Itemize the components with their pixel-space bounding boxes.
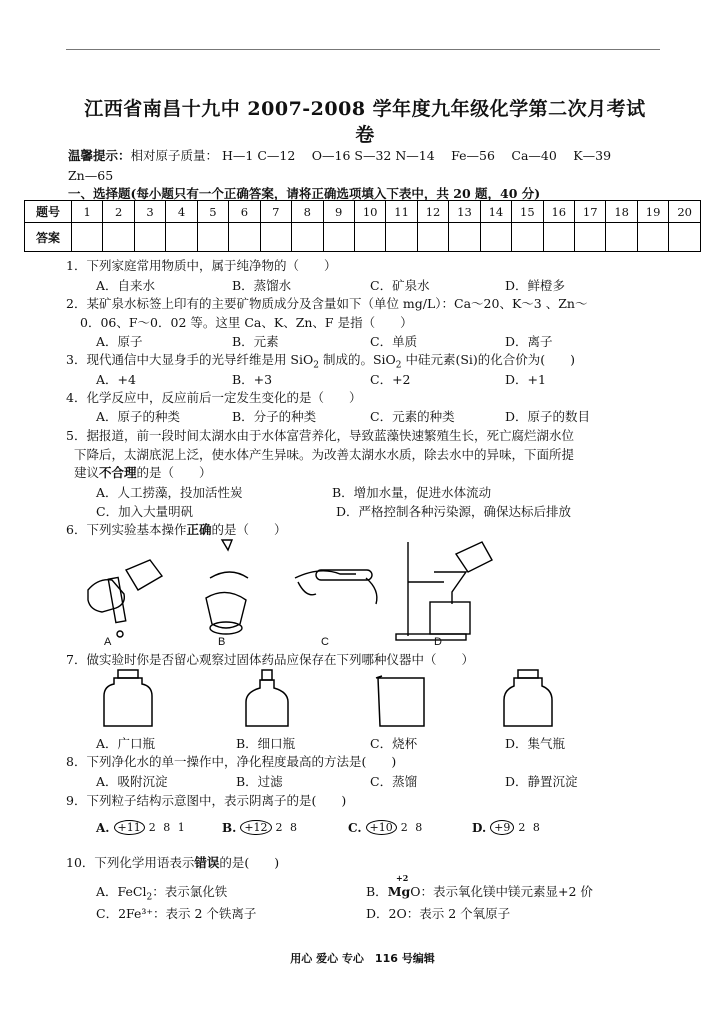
page-title-cont: 卷 — [355, 124, 375, 146]
q3-text: 3．现代通信中大显身手的光导纤维是用 SiO — [66, 352, 314, 367]
q5-option-a: A．人工捞藻，投加活性炭 — [96, 485, 243, 500]
question-9: 9．下列粒子结构示意图中，表示阴离子的是( ) — [66, 793, 347, 808]
table-row — [25, 201, 701, 223]
answer-cell[interactable] — [72, 223, 103, 252]
answer-cell[interactable] — [292, 223, 323, 252]
hand-shape — [298, 582, 316, 595]
q10-a-sub: 2 — [146, 892, 153, 903]
fig-label-d: D — [434, 636, 442, 648]
q6-emph: 正确 — [186, 522, 212, 537]
nucleus-icon: +11 — [114, 820, 145, 835]
q1-option-b: B．蒸馏水 — [232, 278, 292, 293]
q5-emph: 不合理 — [99, 465, 137, 480]
q3-option-b: B．+3 — [232, 372, 273, 387]
q4-option-b: B．分子的种类 — [232, 409, 317, 424]
q7-option-c: C．烧杯 — [370, 736, 418, 751]
question-number-cell: 19 — [637, 201, 668, 223]
question-number-cell: 18 — [606, 201, 637, 223]
q3-sub: 2 — [313, 360, 319, 371]
question-number-cell: 4 — [166, 201, 197, 223]
q2-option-a: A．原子 — [96, 334, 143, 349]
q2-option-c: C．单质 — [370, 334, 418, 349]
reagent-bottle — [126, 560, 162, 590]
q10-option-c: C．2Fe³⁺：表示 2 个铁离子 — [96, 906, 257, 921]
row-header: 题号 — [25, 201, 72, 223]
q5-option-d: D．严格控制各种污染源，确保达标后排放 — [336, 504, 572, 519]
funnel-icon — [434, 572, 466, 604]
question-4: 4．化学反应中，反应前后一定发生变化的是（ ） — [66, 390, 362, 405]
question-number-cell: 3 — [134, 201, 165, 223]
question-3 — [66, 350, 575, 376]
atom-diagram-b — [222, 820, 299, 835]
answer-cell[interactable] — [512, 223, 543, 252]
answer-cell[interactable] — [543, 223, 574, 252]
question-number-cell: 10 — [354, 201, 385, 223]
atom-diagram-d — [472, 820, 542, 835]
lab-operation-figures — [80, 538, 510, 648]
question-number-cell: 12 — [417, 201, 448, 223]
electron-shells: 2 8 — [400, 821, 425, 834]
q10-emph: 错误 — [194, 855, 220, 870]
q10-a-text: A．FeCl — [96, 884, 147, 899]
q2-option-d: D．离子 — [505, 334, 553, 349]
q10-a-text: ：表示氯化铁 — [152, 884, 228, 899]
lid-icon — [518, 670, 538, 678]
q7-option-a: A．广口瓶 — [96, 736, 156, 751]
stand-base — [396, 634, 466, 640]
answer-cell[interactable] — [386, 223, 417, 252]
question-number-cell: 11 — [386, 201, 417, 223]
question-10 — [66, 853, 279, 872]
question-8: 8．下列净化水的单一操作中，净化程度最高的方法是( ) — [66, 754, 397, 769]
q3-option-a: A．+4 — [96, 372, 136, 387]
question-number-cell: 17 — [575, 201, 606, 223]
page-footer: 用心 爱心 专心 116 号编辑 — [290, 952, 435, 965]
question-2-cont: 0．06、F～0．02 等。这里 Ca、K、Zn、F 是指（ ） — [80, 315, 413, 330]
q8-option-d: D．静置沉淀 — [505, 774, 578, 789]
header-rule — [66, 49, 660, 50]
question-5: 5．据报道，前一段时间太湖水由于水体富营养化，导致蓝藻快速繁殖生长，死亡腐烂湖水位 — [66, 428, 574, 443]
answer-cell[interactable] — [166, 223, 197, 252]
answer-cell[interactable] — [323, 223, 354, 252]
q10-b-text: O：表示氧化镁中镁元素显+2 价 — [410, 884, 593, 899]
q5-text: 的是（ ） — [136, 465, 212, 480]
q3-option-d: D．+1 — [505, 372, 546, 387]
atom-label: B. — [222, 820, 237, 835]
q3-sub: 2 — [395, 360, 402, 371]
question-number-cell: 15 — [512, 201, 543, 223]
answer-cell[interactable] — [103, 223, 134, 252]
q3-text: 中硅元素(Si)的化合价为( ) — [401, 352, 576, 367]
q10-text: 10．下列化学用语表示 — [66, 855, 195, 870]
q1-option-a: A．自来水 — [96, 278, 156, 293]
fig-label-c: C — [321, 636, 329, 648]
fig-label-a: A — [104, 636, 112, 648]
stopper-icon — [262, 670, 272, 680]
q5-text: 建议 — [74, 465, 100, 480]
q3-option-c: C．+2 — [370, 372, 411, 387]
q10-b-text: B． — [366, 884, 388, 899]
container-figures — [100, 668, 560, 730]
q4-option-d: D．原子的数目 — [505, 409, 591, 424]
nucleus-icon: +10 — [366, 820, 397, 835]
question-1: 1．下列家庭常用物质中，属于纯净物的（ ） — [66, 258, 337, 273]
beaker-pouring — [456, 542, 492, 572]
electron-shells: 2 8 — [275, 821, 300, 834]
answer-cell[interactable] — [637, 223, 668, 252]
answer-cell[interactable] — [260, 223, 291, 252]
q3-text: 制成的。SiO — [318, 352, 396, 367]
atom-diagram-a — [96, 820, 187, 835]
q10-text: 的是( ) — [219, 855, 280, 870]
answer-cell[interactable] — [575, 223, 606, 252]
question-number-cell: 6 — [229, 201, 260, 223]
hint-text: 相对原子质量： H—1 C—12 O—16 S—32 N—14 Fe—56 Ca—40 K—39 — [130, 148, 612, 163]
section-heading: 一、选择题(每小题只有一个正确答案，请将正确选项填入下表中，共 20 题，40 分) — [68, 186, 541, 201]
answer-cell[interactable] — [354, 223, 385, 252]
q4-option-a: A．原子的种类 — [96, 409, 181, 424]
question-2: 2．某矿泉水标签上印有的主要矿物质成分及含量如下（单位 mg/L）：Ca～20、K～3 、Zn～ — [66, 296, 588, 311]
page-title: 江西省南昌十九中 2007-2008 学年度九年级化学第二次月考试 — [84, 98, 646, 120]
valence-mark: +2 — [396, 873, 409, 883]
question-number-cell: 1 — [72, 201, 103, 223]
electron-shells: 2 8 1 — [148, 821, 187, 834]
question-number-cell: 7 — [260, 201, 291, 223]
answer-cell[interactable] — [197, 223, 228, 252]
answer-cell[interactable] — [606, 223, 637, 252]
question-5-cont-2 — [74, 463, 212, 481]
question-number-cell: 16 — [543, 201, 574, 223]
atom-diagram-c — [348, 820, 424, 835]
q6-text: 6．下列实验基本操作 — [66, 522, 187, 537]
q5-option-b: B．增加水量，促进水体流动 — [332, 485, 492, 500]
stopper-icon — [117, 631, 123, 637]
q10-option-d: D．2O：表示 2 个氧原子 — [366, 906, 511, 921]
table-row — [25, 223, 701, 252]
question-7: 7．做实验时你是否留心观察过固体药品应保存在下列哪种仪器中（ ） — [66, 652, 474, 667]
answer-table — [24, 200, 701, 252]
gas-jar — [504, 678, 552, 726]
stopper-icon — [118, 670, 138, 678]
question-number-cell: 13 — [449, 201, 480, 223]
q1-option-c: C．矿泉水 — [370, 278, 430, 293]
question-number-cell: 9 — [323, 201, 354, 223]
atom-label: C. — [348, 820, 362, 835]
beaker-icon — [430, 602, 470, 634]
q7-option-b: B．细口瓶 — [236, 736, 296, 751]
hand-shape — [295, 571, 356, 578]
answer-cell[interactable] — [134, 223, 165, 252]
q1-option-d: D．鲜橙多 — [505, 278, 566, 293]
q4-option-c: C．元素的种类 — [370, 409, 455, 424]
q10-b-mg: Mg — [387, 884, 411, 899]
question-number-cell: 14 — [480, 201, 511, 223]
fig-label-b: B — [218, 636, 226, 648]
answer-cell[interactable] — [480, 223, 511, 252]
q6-text: 的是（ ） — [211, 522, 287, 537]
flame-icon — [210, 572, 248, 578]
question-5-cont: 下降后，太湖底泥上泛，使水体产生异味。为改善太湖水水质，除去水中的异味，下面所提 — [74, 447, 575, 462]
q5-option-c: C．加入大量明矾 — [96, 504, 194, 519]
wide-mouth-bottle — [104, 678, 152, 726]
hint-text-2: Zn—65 — [68, 168, 114, 183]
question-number-cell: 5 — [197, 201, 228, 223]
q10-option-a — [96, 882, 227, 903]
test-tube — [108, 577, 125, 622]
question-number-cell: 2 — [103, 201, 134, 223]
answer-cell[interactable] — [449, 223, 480, 252]
lamp-icon — [222, 540, 232, 550]
question-number-cell: 20 — [669, 201, 701, 223]
q7-option-d: D．集气瓶 — [505, 736, 566, 751]
electron-shells: 2 8 — [518, 821, 542, 834]
answer-cell[interactable] — [669, 223, 701, 252]
q8-option-c: C．蒸馏 — [370, 774, 418, 789]
q8-option-a: A．吸附沉淀 — [96, 774, 168, 789]
answer-cell[interactable] — [229, 223, 260, 252]
hint-label: 温馨提示： — [68, 148, 131, 163]
q10-option-b — [366, 882, 593, 900]
nucleus-icon: +9 — [490, 820, 514, 835]
narrow-mouth-bottle — [246, 680, 288, 726]
row-header: 答案 — [25, 223, 72, 252]
q8-option-b: B．过滤 — [236, 774, 283, 789]
hint-block — [68, 146, 668, 186]
atom-label: D. — [472, 820, 487, 835]
atom-label: A. — [96, 820, 110, 835]
q2-option-b: B．元素 — [232, 334, 279, 349]
question-6 — [66, 520, 287, 539]
beaker-icon — [376, 676, 424, 726]
nucleus-icon: +12 — [240, 820, 271, 835]
answer-cell[interactable] — [417, 223, 448, 252]
hand-shape — [366, 578, 377, 604]
question-number-cell: 8 — [292, 201, 323, 223]
